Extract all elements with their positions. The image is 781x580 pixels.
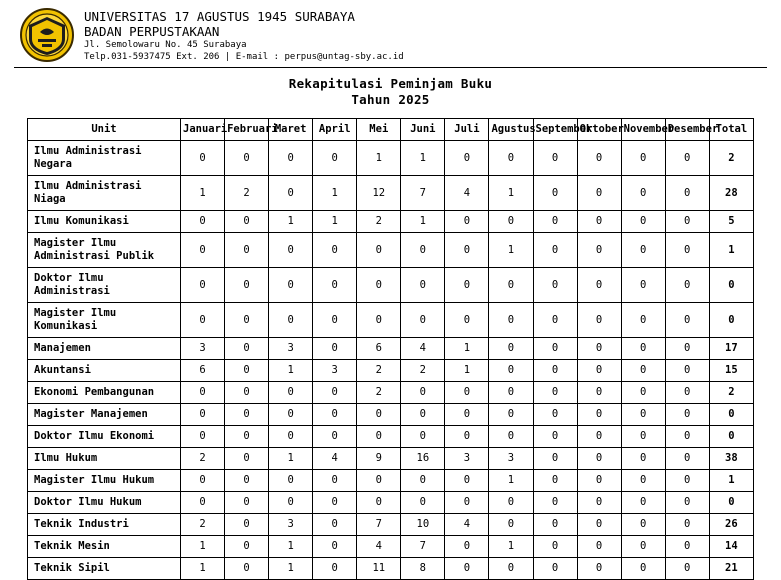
month-value-cell: 0 — [181, 233, 225, 268]
month-value-cell: 0 — [665, 338, 709, 360]
month-value-cell: 3 — [269, 338, 313, 360]
row-total-cell: 2 — [709, 382, 753, 404]
unit-name-cell: Magister Manajemen — [28, 404, 181, 426]
month-value-cell: 0 — [621, 211, 665, 233]
month-value-cell: 11 — [357, 558, 401, 580]
month-value-cell: 1 — [489, 176, 533, 211]
month-value-cell: 1 — [489, 470, 533, 492]
month-value-cell: 0 — [621, 426, 665, 448]
month-value-cell: 2 — [357, 382, 401, 404]
month-value-cell: 0 — [621, 514, 665, 536]
month-value-cell: 0 — [445, 382, 489, 404]
month-value-cell: 0 — [357, 303, 401, 338]
unit-name-cell: Doktor Ilmu Hukum — [28, 492, 181, 514]
month-value-cell: 0 — [313, 470, 357, 492]
row-total-cell: 21 — [709, 558, 753, 580]
month-value-cell: 1 — [445, 338, 489, 360]
month-value-cell: 0 — [665, 176, 709, 211]
organization-block — [84, 8, 404, 63]
column-header-juli: Juli — [445, 119, 489, 141]
month-value-cell: 0 — [533, 426, 577, 448]
month-value-cell: 0 — [401, 233, 445, 268]
month-value-cell: 1 — [357, 141, 401, 176]
month-value-cell: 0 — [621, 558, 665, 580]
month-value-cell: 3 — [313, 360, 357, 382]
month-value-cell: 0 — [489, 382, 533, 404]
month-value-cell: 6 — [357, 338, 401, 360]
title-block — [14, 76, 767, 108]
month-value-cell: 4 — [401, 338, 445, 360]
month-value-cell: 1 — [269, 360, 313, 382]
month-value-cell: 0 — [313, 492, 357, 514]
table-row — [28, 536, 754, 558]
table-row — [28, 470, 754, 492]
month-value-cell: 0 — [313, 268, 357, 303]
month-value-cell: 0 — [445, 233, 489, 268]
month-value-cell: 0 — [269, 382, 313, 404]
row-total-cell: 0 — [709, 303, 753, 338]
month-value-cell: 0 — [225, 268, 269, 303]
unit-name-cell: Magister Ilmu Hukum — [28, 470, 181, 492]
month-value-cell: 0 — [489, 492, 533, 514]
month-value-cell: 4 — [313, 448, 357, 470]
month-value-cell: 0 — [621, 176, 665, 211]
month-value-cell: 3 — [181, 338, 225, 360]
institution-contact: Telp.031-5937475 Ext. 206 | E-mail : perpus@untag-sby.ac.id — [84, 52, 404, 62]
table-row — [28, 382, 754, 404]
column-header-september: September — [533, 119, 577, 141]
month-value-cell: 1 — [269, 536, 313, 558]
table-row — [28, 514, 754, 536]
month-value-cell: 0 — [401, 426, 445, 448]
month-value-cell: 0 — [225, 211, 269, 233]
month-value-cell: 0 — [577, 268, 621, 303]
month-value-cell: 1 — [401, 141, 445, 176]
month-value-cell: 0 — [269, 470, 313, 492]
month-value-cell: 0 — [533, 233, 577, 268]
month-value-cell: 0 — [269, 492, 313, 514]
table-header-row — [28, 119, 754, 141]
month-value-cell: 0 — [269, 268, 313, 303]
month-value-cell: 0 — [533, 211, 577, 233]
month-value-cell: 0 — [665, 360, 709, 382]
month-value-cell: 0 — [665, 536, 709, 558]
month-value-cell: 9 — [357, 448, 401, 470]
month-value-cell: 0 — [577, 558, 621, 580]
row-total-cell: 1 — [709, 470, 753, 492]
month-value-cell: 0 — [577, 470, 621, 492]
table-row — [28, 404, 754, 426]
month-value-cell: 0 — [445, 268, 489, 303]
month-value-cell: 0 — [445, 558, 489, 580]
month-value-cell: 0 — [621, 360, 665, 382]
month-value-cell: 7 — [401, 176, 445, 211]
month-value-cell: 0 — [225, 448, 269, 470]
column-header-desember: Desember — [665, 119, 709, 141]
month-value-cell: 0 — [401, 303, 445, 338]
institution-address: Jl. Semolowaru No. 45 Surabaya — [84, 40, 247, 50]
month-value-cell: 1 — [445, 360, 489, 382]
month-value-cell: 0 — [533, 268, 577, 303]
month-value-cell: 0 — [621, 404, 665, 426]
month-value-cell: 0 — [533, 176, 577, 211]
table-row — [28, 338, 754, 360]
month-value-cell: 0 — [357, 470, 401, 492]
month-value-cell: 16 — [401, 448, 445, 470]
column-header-oktober: Oktober — [577, 119, 621, 141]
unit-name-cell: Doktor Ilmu Administrasi — [28, 268, 181, 303]
month-value-cell: 0 — [621, 448, 665, 470]
month-value-cell: 0 — [489, 268, 533, 303]
month-value-cell: 0 — [577, 536, 621, 558]
month-value-cell: 0 — [621, 268, 665, 303]
letterhead — [14, 8, 767, 63]
month-value-cell: 7 — [357, 514, 401, 536]
month-value-cell: 12 — [357, 176, 401, 211]
unit-name-cell: Akuntansi — [28, 360, 181, 382]
month-value-cell: 0 — [489, 338, 533, 360]
month-value-cell: 0 — [401, 404, 445, 426]
month-value-cell: 0 — [313, 558, 357, 580]
row-total-cell: 2 — [709, 141, 753, 176]
table-row — [28, 268, 754, 303]
month-value-cell: 0 — [577, 360, 621, 382]
column-header-total: Total — [709, 119, 753, 141]
month-value-cell: 0 — [401, 492, 445, 514]
month-value-cell: 0 — [401, 268, 445, 303]
month-value-cell: 0 — [577, 382, 621, 404]
month-value-cell: 2 — [401, 360, 445, 382]
unit-name-cell: Ekonomi Pembangunan — [28, 382, 181, 404]
month-value-cell: 0 — [181, 492, 225, 514]
month-value-cell: 0 — [357, 404, 401, 426]
column-header-maret: Maret — [269, 119, 313, 141]
month-value-cell: 0 — [489, 514, 533, 536]
month-value-cell: 0 — [313, 404, 357, 426]
month-value-cell: 0 — [181, 268, 225, 303]
month-value-cell: 2 — [357, 360, 401, 382]
month-value-cell: 0 — [445, 303, 489, 338]
month-value-cell: 0 — [533, 470, 577, 492]
month-value-cell: 0 — [489, 558, 533, 580]
month-value-cell: 0 — [577, 176, 621, 211]
month-value-cell: 0 — [313, 426, 357, 448]
institution-unit: BADAN PERPUSTAKAAN — [84, 24, 220, 39]
table-row — [28, 303, 754, 338]
month-value-cell: 0 — [533, 141, 577, 176]
month-value-cell: 0 — [181, 470, 225, 492]
month-value-cell: 0 — [269, 426, 313, 448]
header-divider — [14, 67, 767, 68]
unit-name-cell: Teknik Sipil — [28, 558, 181, 580]
month-value-cell: 0 — [533, 514, 577, 536]
month-value-cell: 0 — [489, 211, 533, 233]
unit-name-cell: Ilmu Administrasi Niaga — [28, 176, 181, 211]
month-value-cell: 0 — [225, 492, 269, 514]
unit-name-cell: Ilmu Komunikasi — [28, 211, 181, 233]
table-row — [28, 492, 754, 514]
column-header-unit: Unit — [28, 119, 181, 141]
month-value-cell: 0 — [181, 404, 225, 426]
unit-name-cell: Manajemen — [28, 338, 181, 360]
month-value-cell: 0 — [401, 470, 445, 492]
month-value-cell: 0 — [577, 448, 621, 470]
month-value-cell: 1 — [313, 176, 357, 211]
month-value-cell: 0 — [445, 141, 489, 176]
month-value-cell: 1 — [181, 536, 225, 558]
month-value-cell: 0 — [181, 382, 225, 404]
unit-name-cell: Magister Ilmu Komunikasi — [28, 303, 181, 338]
month-value-cell: 0 — [665, 382, 709, 404]
month-value-cell: 0 — [269, 176, 313, 211]
month-value-cell: 0 — [225, 470, 269, 492]
row-total-cell: 38 — [709, 448, 753, 470]
row-total-cell: 0 — [709, 492, 753, 514]
month-value-cell: 6 — [181, 360, 225, 382]
month-value-cell: 0 — [269, 404, 313, 426]
month-value-cell: 0 — [225, 360, 269, 382]
month-value-cell: 0 — [313, 141, 357, 176]
row-total-cell: 26 — [709, 514, 753, 536]
month-value-cell: 4 — [445, 514, 489, 536]
month-value-cell: 2 — [181, 448, 225, 470]
month-value-cell: 0 — [489, 303, 533, 338]
row-total-cell: 0 — [709, 426, 753, 448]
month-value-cell: 0 — [577, 338, 621, 360]
column-header-mei: Mei — [357, 119, 401, 141]
month-value-cell: 0 — [533, 382, 577, 404]
month-value-cell: 0 — [445, 404, 489, 426]
month-value-cell: 1 — [401, 211, 445, 233]
month-value-cell: 0 — [665, 141, 709, 176]
month-value-cell: 3 — [269, 514, 313, 536]
month-value-cell: 0 — [225, 338, 269, 360]
month-value-cell: 0 — [357, 492, 401, 514]
table-row — [28, 360, 754, 382]
month-value-cell: 0 — [181, 426, 225, 448]
recap-table-container — [14, 118, 767, 580]
month-value-cell: 0 — [533, 448, 577, 470]
table-row — [28, 211, 754, 233]
month-value-cell: 0 — [665, 233, 709, 268]
column-header-agustus: Agustus — [489, 119, 533, 141]
page-title: Rekapitulasi Peminjam Buku — [288, 76, 493, 91]
month-value-cell: 0 — [665, 448, 709, 470]
table-row — [28, 448, 754, 470]
month-value-cell: 2 — [357, 211, 401, 233]
column-header-juni: Juni — [401, 119, 445, 141]
month-value-cell: 7 — [401, 536, 445, 558]
month-value-cell: 0 — [533, 492, 577, 514]
month-value-cell: 0 — [357, 268, 401, 303]
month-value-cell: 0 — [533, 404, 577, 426]
month-value-cell: 1 — [181, 558, 225, 580]
month-value-cell: 0 — [225, 233, 269, 268]
month-value-cell: 0 — [313, 303, 357, 338]
month-value-cell: 0 — [489, 141, 533, 176]
table-row — [28, 558, 754, 580]
month-value-cell: 0 — [621, 536, 665, 558]
month-value-cell: 0 — [665, 470, 709, 492]
unit-name-cell: Ilmu Administrasi Negara — [28, 141, 181, 176]
row-total-cell: 5 — [709, 211, 753, 233]
month-value-cell: 0 — [665, 492, 709, 514]
month-value-cell: 0 — [577, 492, 621, 514]
month-value-cell: 1 — [313, 211, 357, 233]
month-value-cell: 0 — [665, 404, 709, 426]
month-value-cell: 0 — [357, 233, 401, 268]
month-value-cell: 0 — [401, 382, 445, 404]
month-value-cell: 1 — [489, 233, 533, 268]
column-header-januari: Januari — [181, 119, 225, 141]
month-value-cell: 0 — [577, 514, 621, 536]
month-value-cell: 0 — [665, 426, 709, 448]
month-value-cell: 0 — [445, 426, 489, 448]
month-value-cell: 0 — [225, 558, 269, 580]
month-value-cell: 0 — [225, 404, 269, 426]
month-value-cell: 0 — [225, 382, 269, 404]
month-value-cell: 0 — [225, 536, 269, 558]
month-value-cell: 0 — [621, 382, 665, 404]
month-value-cell: 0 — [225, 141, 269, 176]
unit-name-cell: Doktor Ilmu Ekonomi — [28, 426, 181, 448]
month-value-cell: 0 — [665, 558, 709, 580]
month-value-cell: 0 — [621, 141, 665, 176]
month-value-cell: 0 — [577, 233, 621, 268]
page-subtitle: Tahun 2025 — [351, 92, 430, 107]
month-value-cell: 2 — [181, 514, 225, 536]
table-row — [28, 426, 754, 448]
month-value-cell: 2 — [225, 176, 269, 211]
row-total-cell: 0 — [709, 268, 753, 303]
month-value-cell: 3 — [489, 448, 533, 470]
month-value-cell: 0 — [313, 514, 357, 536]
month-value-cell: 0 — [357, 426, 401, 448]
university-crest-icon — [20, 8, 74, 62]
month-value-cell: 0 — [269, 141, 313, 176]
month-value-cell: 0 — [181, 303, 225, 338]
month-value-cell: 0 — [665, 514, 709, 536]
month-value-cell: 4 — [445, 176, 489, 211]
recap-table — [27, 118, 754, 580]
month-value-cell: 0 — [621, 492, 665, 514]
month-value-cell: 0 — [181, 211, 225, 233]
month-value-cell: 0 — [225, 426, 269, 448]
month-value-cell: 1 — [489, 536, 533, 558]
month-value-cell: 0 — [533, 536, 577, 558]
month-value-cell: 0 — [445, 470, 489, 492]
table-row — [28, 233, 754, 268]
row-total-cell: 14 — [709, 536, 753, 558]
month-value-cell: 0 — [621, 338, 665, 360]
month-value-cell: 1 — [269, 448, 313, 470]
month-value-cell: 0 — [621, 470, 665, 492]
month-value-cell: 1 — [181, 176, 225, 211]
month-value-cell: 0 — [489, 426, 533, 448]
month-value-cell: 0 — [225, 303, 269, 338]
month-value-cell: 0 — [269, 303, 313, 338]
row-total-cell: 15 — [709, 360, 753, 382]
month-value-cell: 0 — [533, 303, 577, 338]
month-value-cell: 4 — [357, 536, 401, 558]
month-value-cell: 0 — [665, 303, 709, 338]
month-value-cell: 0 — [577, 141, 621, 176]
month-value-cell: 0 — [445, 492, 489, 514]
month-value-cell: 0 — [533, 338, 577, 360]
table-header — [28, 119, 754, 141]
month-value-cell: 0 — [577, 211, 621, 233]
row-total-cell: 1 — [709, 233, 753, 268]
institution-name: UNIVERSITAS 17 AGUSTUS 1945 SURABAYA — [84, 9, 355, 24]
month-value-cell: 0 — [445, 211, 489, 233]
month-value-cell: 0 — [181, 141, 225, 176]
table-body — [28, 141, 754, 580]
month-value-cell: 0 — [313, 382, 357, 404]
row-total-cell: 0 — [709, 404, 753, 426]
month-value-cell: 0 — [313, 338, 357, 360]
month-value-cell: 0 — [533, 558, 577, 580]
month-value-cell: 0 — [313, 233, 357, 268]
table-row — [28, 176, 754, 211]
month-value-cell: 3 — [445, 448, 489, 470]
month-value-cell: 0 — [313, 536, 357, 558]
month-value-cell: 0 — [621, 233, 665, 268]
month-value-cell: 0 — [225, 514, 269, 536]
month-value-cell: 0 — [489, 360, 533, 382]
table-row — [28, 141, 754, 176]
month-value-cell: 0 — [621, 303, 665, 338]
column-header-november: November — [621, 119, 665, 141]
row-total-cell: 17 — [709, 338, 753, 360]
column-header-april: April — [313, 119, 357, 141]
unit-name-cell: Teknik Mesin — [28, 536, 181, 558]
month-value-cell: 0 — [577, 303, 621, 338]
month-value-cell: 10 — [401, 514, 445, 536]
month-value-cell: 0 — [533, 360, 577, 382]
unit-name-cell: Teknik Industri — [28, 514, 181, 536]
month-value-cell: 0 — [269, 233, 313, 268]
month-value-cell: 0 — [577, 426, 621, 448]
month-value-cell: 1 — [269, 211, 313, 233]
month-value-cell: 0 — [445, 536, 489, 558]
month-value-cell: 0 — [665, 211, 709, 233]
row-total-cell: 28 — [709, 176, 753, 211]
month-value-cell: 0 — [489, 404, 533, 426]
month-value-cell: 0 — [577, 404, 621, 426]
month-value-cell: 8 — [401, 558, 445, 580]
unit-name-cell: Ilmu Hukum — [28, 448, 181, 470]
column-header-februari: Februari — [225, 119, 269, 141]
month-value-cell: 1 — [269, 558, 313, 580]
unit-name-cell: Magister Ilmu Administrasi Publik — [28, 233, 181, 268]
month-value-cell: 0 — [665, 268, 709, 303]
